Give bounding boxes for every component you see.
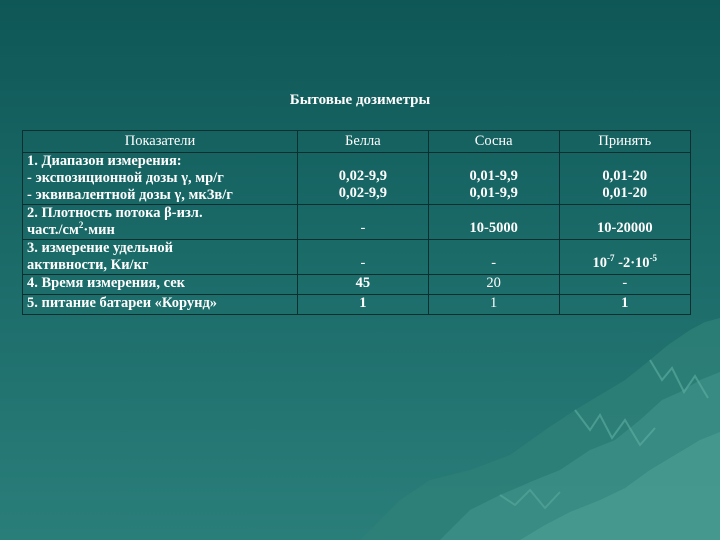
table-row <box>23 295 691 315</box>
row2-sosna: 10-5000 <box>428 205 559 240</box>
row1-prinyat-value: 0,01-20 <box>602 168 648 184</box>
row1-sosna-value: 0,01-9,9 <box>469 168 518 184</box>
row2-unit-tail: ·мин <box>83 222 115 238</box>
row3-prinyat-base: 10 <box>592 255 608 271</box>
row2-prinyat: 10-20000 <box>559 205 690 240</box>
header-sosna: Сосна <box>428 131 559 153</box>
row3-bella: - <box>298 240 429 275</box>
table-row <box>23 240 691 275</box>
table-row <box>23 275 691 295</box>
row1-param-line: - экспозиционной дозы γ, мр/г <box>27 170 224 186</box>
header-bella: Белла <box>298 131 429 153</box>
row1-bella-value: 0,02-9,9 <box>338 168 388 184</box>
row5-prinyat: 1 <box>559 295 690 315</box>
row2-unit-exponent: 2 <box>78 220 84 231</box>
row3-prinyat-exp2: -5 <box>649 253 658 264</box>
dosimeter-table <box>22 130 691 315</box>
row3-param-line: 3. измерение удельной <box>27 240 173 256</box>
row2-unit-base: част./см <box>27 222 79 238</box>
table-header-row <box>23 131 691 153</box>
row1-prinyat <box>559 153 690 205</box>
row1-param-line: - эквивалентной дозы γ, мкЗв/г <box>27 187 233 203</box>
row3-sosna: - <box>428 240 559 275</box>
header-prinyat: Принять <box>559 131 690 153</box>
row5-sosna: 1 <box>428 295 559 315</box>
row2-param-line: 2. Плотность потока β-изл. <box>27 205 203 221</box>
row5-bella: 1 <box>298 295 429 315</box>
row2-param-line <box>27 222 293 239</box>
row3-prinyat-mid: -2·10 <box>614 255 650 271</box>
row1-sosna <box>428 153 559 205</box>
row2-param <box>23 205 298 240</box>
row4-sosna: 20 <box>428 275 559 295</box>
row1-prinyat-value: 0,01-20 <box>602 185 648 201</box>
row1-param-line: 1. Диапазон измерения: <box>27 153 182 169</box>
row1-sosna-value: 0,01-9,9 <box>469 185 518 201</box>
row3-param-line: активности, Ки/кг <box>27 257 149 273</box>
row1-bella <box>298 153 429 205</box>
row3-param <box>23 240 298 275</box>
header-parameters: Показатели <box>23 131 298 153</box>
row4-prinyat: - <box>559 275 690 295</box>
row3-prinyat-exp1: -7 <box>607 253 615 264</box>
table-row <box>23 153 691 205</box>
slide-title: Бытовые дозиметры <box>289 92 431 108</box>
row3-prinyat <box>559 240 690 275</box>
row1-param <box>23 153 298 205</box>
table-row <box>23 205 691 240</box>
row4-param: 4. Время измерения, сек <box>23 275 298 295</box>
row2-bella: - <box>298 205 429 240</box>
row5-param: 5. питание батареи «Корунд» <box>23 295 298 315</box>
row1-bella-value: 0,02-9,9 <box>338 185 388 201</box>
row4-bella: 45 <box>298 275 429 295</box>
